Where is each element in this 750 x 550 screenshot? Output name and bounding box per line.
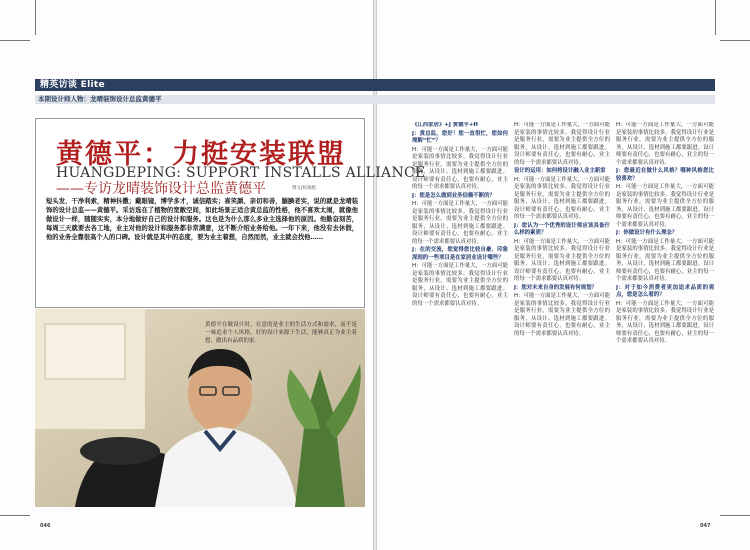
body-text: H：可能一方面是工作量大，一方面可能是家装的事情比较多。我觉得设计行业是服务行业，需要为业主提供全方位的服务，从设计、选材到施工都要跟进。设计师要有责任心，也要有耐心，业主的每一个需求都要认真对待。	[412, 263, 508, 307]
section-bar	[35, 79, 715, 91]
column-heading: 《江西家居》+J 黄德平+H	[412, 122, 478, 128]
interview-question: J：您认为一个优秀的设计师应该具备什么样的素质？	[514, 222, 610, 236]
article-column-2	[514, 122, 610, 522]
subheader-title: 本期设计师人物：龙晴装饰设计总监黄德平	[38, 95, 162, 103]
interview-question: J：您最近在做什么风格？哪种风格您比较喜欢？	[616, 168, 714, 182]
article-headline-english: HUANGDEPING: SUPPORT INSTALLS ALLIANCE	[56, 165, 426, 181]
body-text: H：可能一方面是工作量大，一方面可能是家装的事情比较多。我觉得设计行业是服务行业，需要为业主提供全方位的服务，从设计、选材到施工都要跟进。设计师要有责任心，也要有耐心，业主的每一个需求都要认真对待。	[514, 293, 610, 337]
interview-question: J：你做设计有什么理念？	[616, 230, 678, 236]
crop-mark	[715, 0, 716, 35]
article-column-3	[616, 122, 714, 522]
interview-question: J：黄总监，您好！您一直很忙，您如何理解“忙”？	[412, 130, 508, 144]
photo-caption: 黄德平在做设计时，在意的是业主的生活方式和需求，而不是一味追求个人风格。好的设计来源于生活，能够真正为业主着想，做出有品质的家。	[205, 322, 357, 344]
interview-question: J：您对未来自身的发展有何规划？	[514, 284, 597, 291]
article-headline: 黄德平：力挺安装联盟	[56, 139, 346, 170]
crop-mark	[720, 40, 750, 41]
body-text: H：可能一方面是工作量大，一方面可能是家装的事情比较多。我觉得设计行业是服务行业，需要为业主提供全方位的服务，从设计、选材到施工都要跟进。设计师要有责任心，也要有耐心，业主的每一个需求都要认真对待。	[616, 300, 714, 344]
body-text: H：可能一方面是工作量大，一方面可能是家装的事情比较多。我觉得设计行业是服务行业，需要为业主提供全方位的服务，从设计、选材到施工都要跟进。设计师要有责任心，也要有耐心，业主的每一个需求都要认真对待。	[412, 146, 508, 190]
lead-paragraph: 短头发、干净利索，精神抖擞；戴眼镜，博学多才，诚信踏实；喜笑颜、亲切和善，腼腆老实，说的就是龙晴装饰的设计总监——黄德平。采访选在了植物的宽敞空间，如此场景正适合黄总监的性格，他不喜欢太闹，就像他做设计一样，随随实实，本分地做好自己的设计和服务。这也是为什么那么多业主选择他的原因。他勤奋刻苦，每周三天就要去各工地，业主对他的设计和服务都非常满意，这不断介绍业务给他。一年下来，他没有去休假，他的业务全靠很高个人的口碑。设计就是其中的态度，要为业主着想，自然而然，业主就会找他……	[46, 198, 358, 241]
crop-mark	[0, 515, 30, 516]
section-title: 精英访谈 Elite	[40, 80, 105, 90]
article-subheadline: ——专访龙晴装饰设计总监黄德平	[56, 181, 266, 197]
crop-mark	[720, 515, 750, 516]
page-number-right: 047	[700, 523, 711, 529]
interview-question: 设计的运用：如何将设计融入业主新家	[514, 168, 606, 174]
interview-question: J：对于如今消费者更加追求品质的观点，您是怎么看的？	[616, 284, 714, 298]
body-text: H：可能一方面是工作量大，一方面可能是家装的事情比较多。我觉得设计行业是服务行业，需要为业主提供全方位的服务，从设计、选材到施工都要跟进。设计师要有责任心，也要有耐心，业主的每一个需求都要认真对待。	[412, 201, 508, 245]
page-number-left: 046	[40, 523, 51, 529]
body-text: H：可能一方面是工作量大，一方面可能是家装的事情比较多。我觉得设计行业是服务行业，需要为业主提供全方位的服务，从设计、选材到施工都要跟进。设计师要有责任心，也要有耐心，业主的每一个需求都要认真对待。	[616, 184, 714, 228]
body-text: H：可能一方面是工作量大，一方面可能是家装的事情比较多。我觉得设计行业是服务行业，需要为业主提供全方位的服务，从设计、选材到施工都要跟进。设计师要有责任心，也要有耐心，业主的每一个需求都要认真对待。	[616, 122, 714, 166]
body-text: H：可能一方面是工作量大，一方面可能是家装的事情比较多。我觉得设计行业是服务行业，需要为业主提供全方位的服务，从设计、选材到施工都要跟进。设计师要有责任心，也要有耐心，业主的每一个需求都要认真对待。	[514, 122, 610, 166]
body-text: H：可能一方面是工作量大，一方面可能是家装的事情比较多。我觉得设计行业是服务行业，需要为业主提供全方位的服务，从设计、选材到施工都要跟进。设计师要有责任心，也要有耐心，业主的每一个需求都要认真对待。	[514, 238, 610, 282]
crop-mark	[35, 0, 36, 35]
body-text: H：可能一方面是工作量大，一方面可能是家装的事情比较多。我觉得设计行业是服务行业，需要为业主提供全方位的服务，从设计、选材到施工都要跟进。设计师要有责任心，也要有耐心，业主的每一个需求都要认真对待。	[514, 176, 610, 220]
interview-question: J：在的交流，您觉得您比较自豪、印象深刻的一些项目是在家居业设计哪些？	[412, 247, 508, 261]
article-column-1	[412, 122, 508, 522]
byline: 撰文|杨逸帆	[292, 186, 317, 191]
crop-mark	[0, 40, 30, 41]
body-text: H：可能一方面是工作量大，一方面可能是家装的事情比较多。我觉得设计行业是服务行业，需要为业主提供全方位的服务，从设计、选材到施工都要跟进。设计师要有责任心，也要有耐心，业主的每一个需求都要认真对待。	[616, 238, 714, 282]
interview-question: J：您是怎么做到业务信赖不断的？	[412, 192, 495, 199]
